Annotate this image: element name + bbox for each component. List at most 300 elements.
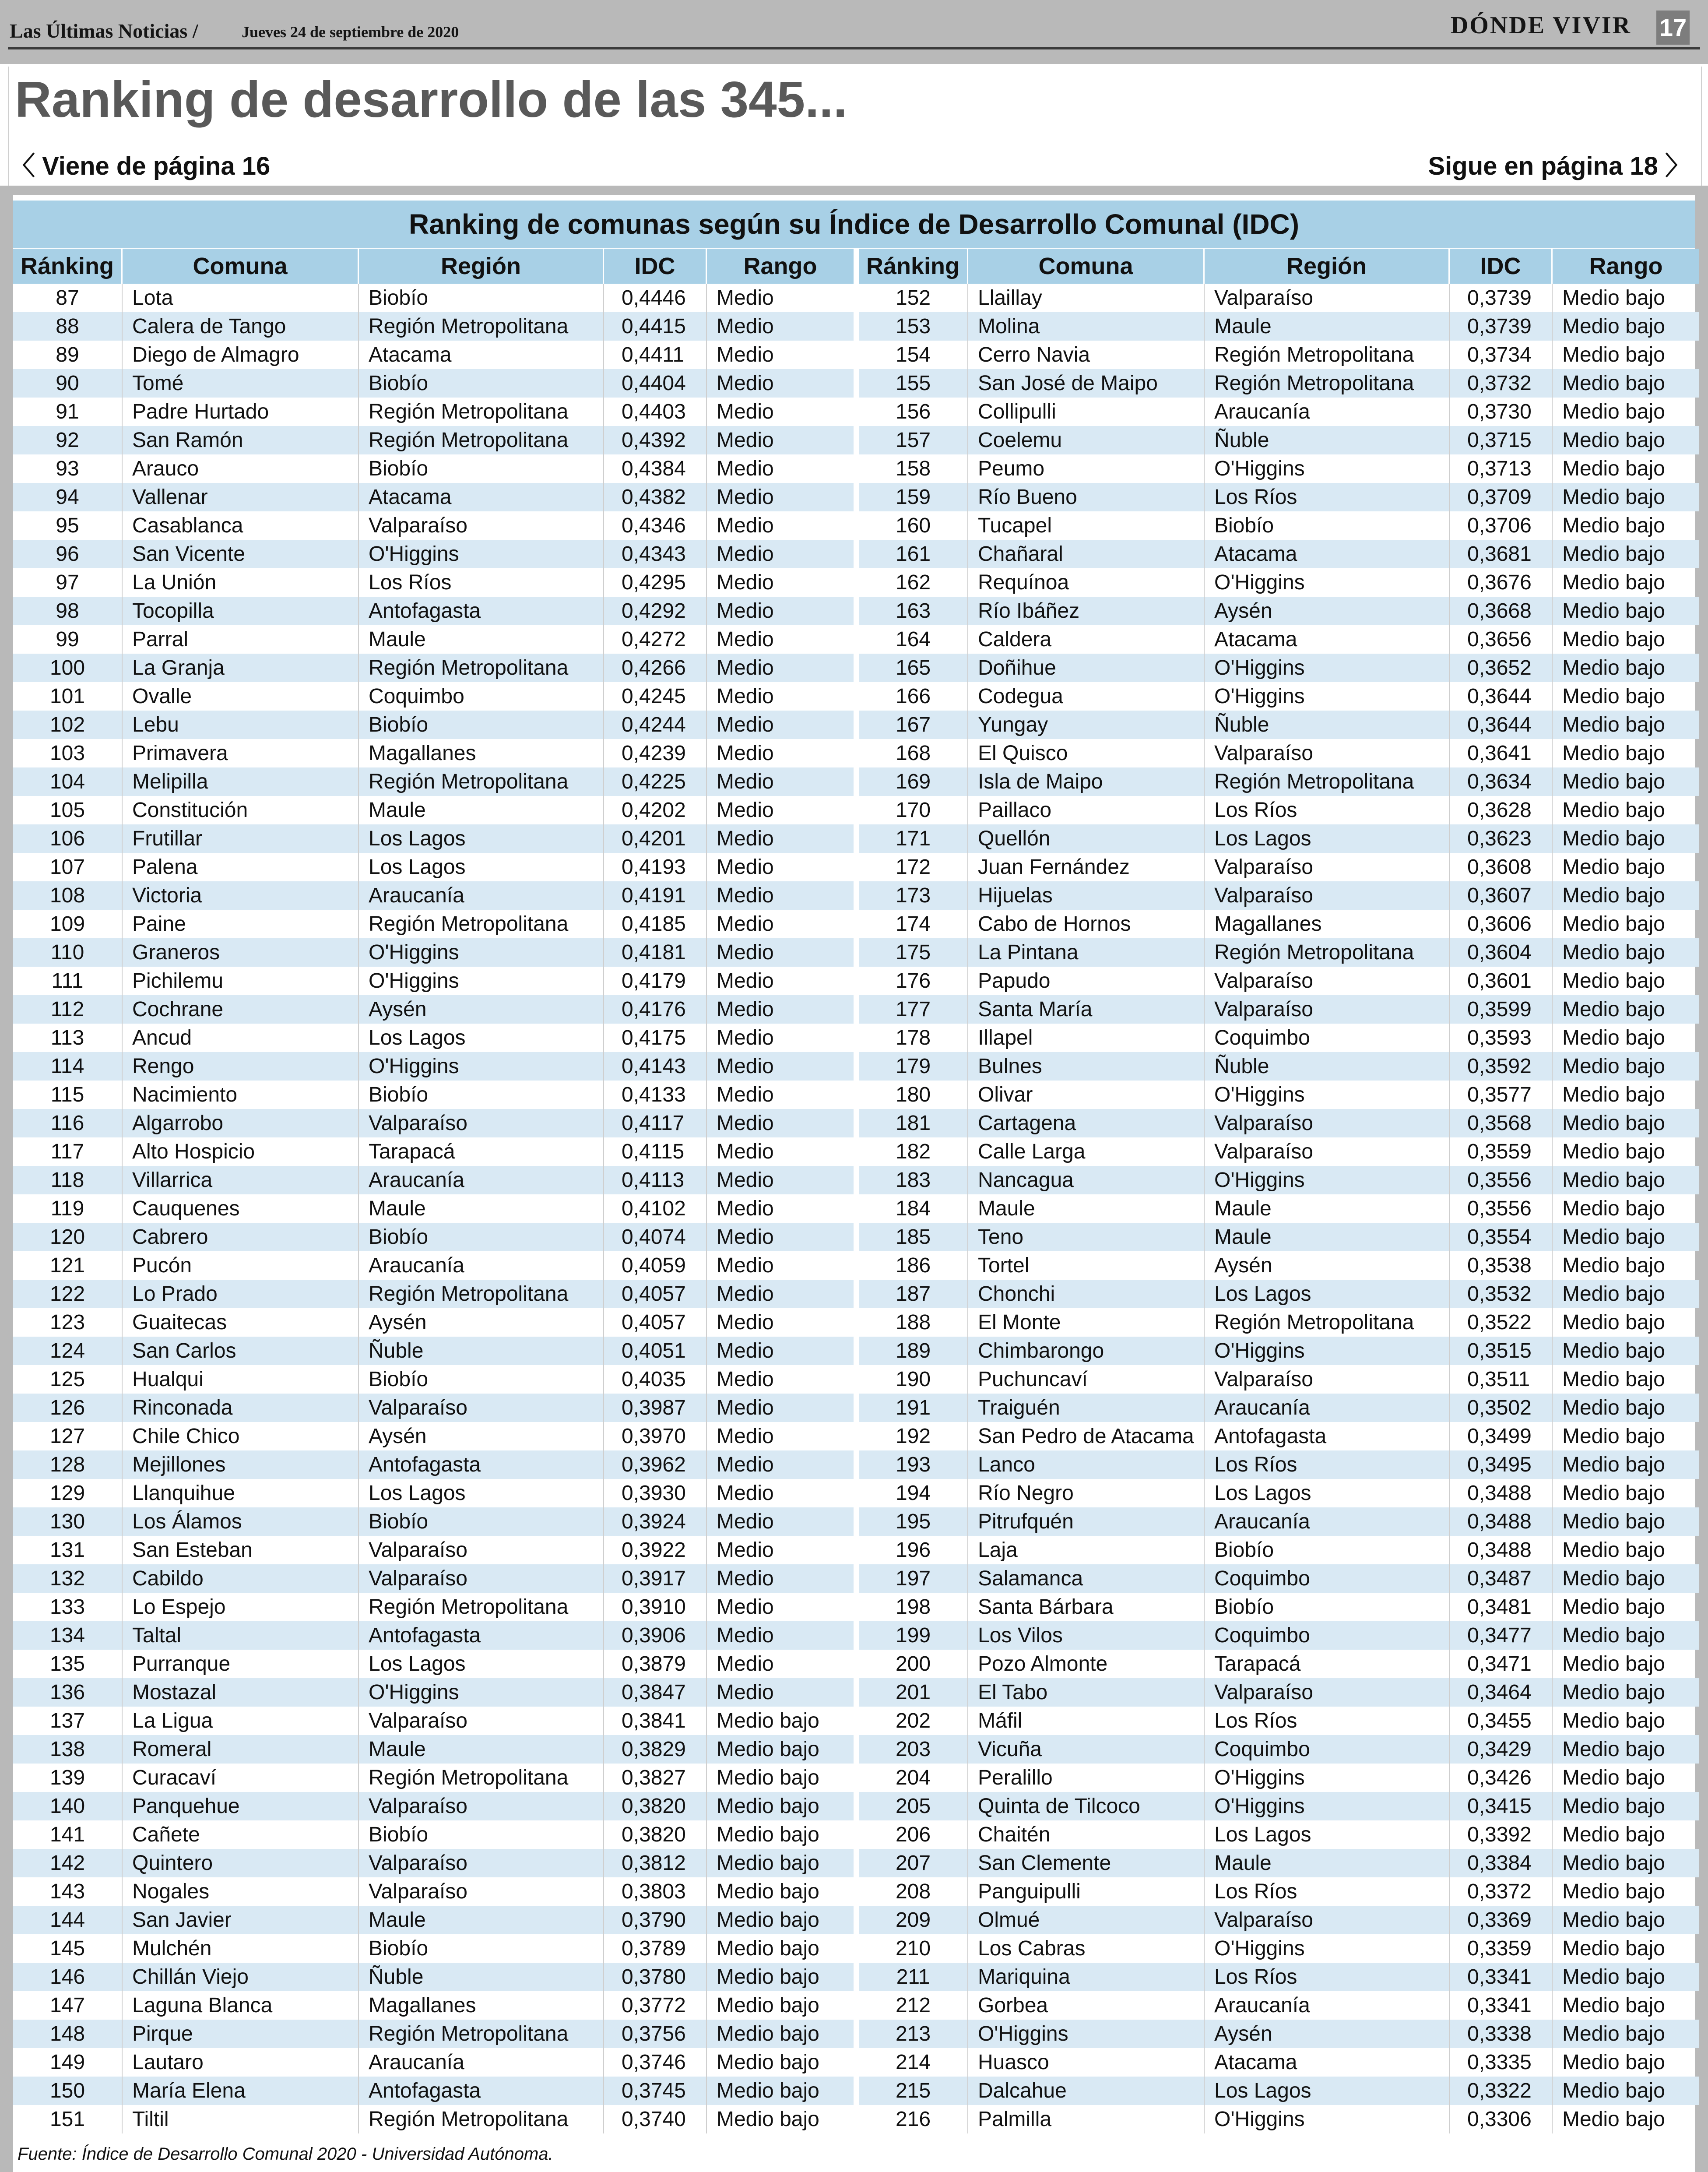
cell-region: Biobío xyxy=(359,1081,604,1109)
cell-region: Región Metropolitana xyxy=(359,2020,604,2048)
cell-ranking: 186 xyxy=(859,1251,968,1280)
cell-ranking: 199 xyxy=(859,1621,968,1650)
cell-ranking: 185 xyxy=(859,1223,968,1251)
cell-comuna: Pirque xyxy=(123,2020,359,2048)
cell-rango: Medio xyxy=(717,1624,774,1647)
cell-ranking: 111 xyxy=(13,967,123,995)
cell-idc: 0,4057 xyxy=(604,1280,707,1308)
cell-rango: Medio bajo xyxy=(1562,1026,1665,1049)
cell-idc: 0,4272 xyxy=(604,625,707,654)
cell-ranking: 182 xyxy=(859,1137,968,1166)
cell-ranking: 179 xyxy=(859,1052,968,1081)
cell-comuna: Yungay xyxy=(968,711,1205,739)
cell-region: Región Metropolitana xyxy=(1205,767,1450,796)
cell-region: Valparaíso xyxy=(359,1849,604,1877)
cell-rango: Medio bajo xyxy=(1562,400,1665,423)
cell-ranking: 173 xyxy=(859,881,968,910)
table-row xyxy=(859,1877,1699,1906)
cell-region: Valparaíso xyxy=(359,1394,604,1422)
cell-rango: Medio xyxy=(717,599,774,623)
cell-comuna: Coelemu xyxy=(968,426,1205,454)
table-row xyxy=(859,1536,1699,1564)
cell-rango: Medio bajo xyxy=(1562,1197,1665,1220)
cell-region: O'Higgins xyxy=(1205,654,1450,682)
cell-region: Ñuble xyxy=(1205,426,1450,454)
cell-rango: Medio bajo xyxy=(1562,1339,1665,1362)
cell-idc: 0,3306 xyxy=(1450,2105,1553,2133)
table-row xyxy=(13,2105,854,2133)
cell-idc: 0,3593 xyxy=(1450,1024,1553,1052)
cell-ranking: 165 xyxy=(859,654,968,682)
cell-rango: Medio bajo xyxy=(1562,628,1665,651)
cell-idc: 0,3556 xyxy=(1450,1166,1553,1194)
cell-comuna: Cabo de Hornos xyxy=(968,910,1205,938)
table-row xyxy=(13,967,854,995)
cell-comuna: Lautaro xyxy=(123,2048,359,2077)
cell-ranking: 181 xyxy=(859,1109,968,1137)
table-row xyxy=(13,1137,854,1166)
cell-ranking: 189 xyxy=(859,1337,968,1365)
cell-region: Maule xyxy=(359,1735,604,1764)
cell-idc: 0,4057 xyxy=(604,1308,707,1337)
cell-region: Valparaíso xyxy=(359,1707,604,1735)
cell-comuna: Nogales xyxy=(123,1877,359,1906)
cell-ranking: 202 xyxy=(859,1707,968,1735)
cell-rango: Medio bajo xyxy=(1562,514,1665,537)
cell-rango: Medio xyxy=(717,1026,774,1049)
cell-rango: Medio bajo xyxy=(1562,1225,1665,1249)
continued-from-link[interactable]: 〈 Viene de página 16 xyxy=(10,152,271,180)
cell-comuna: San Javier xyxy=(123,1906,359,1934)
cell-idc: 0,3829 xyxy=(604,1735,707,1764)
cell-rango: Medio xyxy=(717,400,774,423)
cell-idc: 0,4346 xyxy=(604,511,707,540)
cell-comuna: Tucapel xyxy=(968,511,1205,540)
table-row xyxy=(13,881,854,910)
cell-rango: Medio bajo xyxy=(1562,1169,1665,1192)
cell-comuna: Pozo Almonte xyxy=(968,1650,1205,1678)
cell-region: O'Higgins xyxy=(1205,1337,1450,1365)
cell-ranking: 122 xyxy=(13,1280,123,1308)
cell-region: Ñuble xyxy=(1205,1052,1450,1081)
cell-ranking: 204 xyxy=(859,1764,968,1792)
cell-region: Araucanía xyxy=(1205,1507,1450,1536)
cell-ranking: 187 xyxy=(859,1280,968,1308)
cell-idc: 0,3847 xyxy=(604,1678,707,1707)
cell-rango: Medio bajo xyxy=(1562,1510,1665,1533)
table-row xyxy=(13,1621,854,1650)
cell-comuna: Lo Espejo xyxy=(123,1593,359,1621)
cell-ranking: 138 xyxy=(13,1735,123,1764)
table-row xyxy=(13,654,854,682)
cell-region: Valparaíso xyxy=(359,511,604,540)
cell-ranking: 157 xyxy=(859,426,968,454)
table-row xyxy=(13,1394,854,1422)
cell-ranking: 129 xyxy=(13,1479,123,1507)
cell-rango: Medio xyxy=(717,1311,774,1334)
cell-region: Región Metropolitana xyxy=(359,1280,604,1308)
cell-comuna: Calera de Tango xyxy=(123,312,359,341)
newspaper-name: Las Últimas Noticias / xyxy=(10,20,198,42)
cell-rango: Medio bajo xyxy=(1562,912,1665,936)
cell-comuna: Constitución xyxy=(123,796,359,824)
cell-rango: Medio bajo xyxy=(717,2022,819,2045)
cell-rango: Medio xyxy=(717,941,774,964)
table-row xyxy=(13,341,854,369)
cell-region: Aysén xyxy=(359,995,604,1024)
cell-ranking: 212 xyxy=(859,1991,968,2020)
cell-ranking: 196 xyxy=(859,1536,968,1564)
cell-rango: Medio bajo xyxy=(1562,1624,1665,1647)
cell-region: Los Ríos xyxy=(1205,483,1450,511)
cell-ranking: 125 xyxy=(13,1365,123,1394)
cell-comuna: San José de Maipo xyxy=(968,369,1205,398)
cell-region: Región Metropolitana xyxy=(359,1764,604,1792)
cell-idc: 0,3455 xyxy=(1450,1707,1553,1735)
table-row xyxy=(859,1394,1699,1422)
cell-comuna: Cerro Navia xyxy=(968,341,1205,369)
cell-idc: 0,4202 xyxy=(604,796,707,824)
table-row xyxy=(859,369,1699,398)
table-row xyxy=(859,1906,1699,1934)
cell-comuna: Cabrero xyxy=(123,1223,359,1251)
cell-idc: 0,3522 xyxy=(1450,1308,1553,1337)
table-row xyxy=(859,341,1699,369)
table-header xyxy=(13,249,854,284)
cell-region: Valparaíso xyxy=(1205,739,1450,767)
cell-ranking: 121 xyxy=(13,1251,123,1280)
cell-idc: 0,3359 xyxy=(1450,1934,1553,1963)
cell-idc: 0,3746 xyxy=(604,2048,707,2077)
table-row xyxy=(859,1963,1699,1991)
cell-comuna: Curacaví xyxy=(123,1764,359,1792)
cell-comuna: Graneros xyxy=(123,938,359,967)
table-row xyxy=(859,454,1699,483)
cell-idc: 0,4266 xyxy=(604,654,707,682)
table-row xyxy=(13,2020,854,2048)
cell-idc: 0,3415 xyxy=(1450,1792,1553,1820)
cell-idc: 0,4295 xyxy=(604,568,707,597)
cell-comuna: Quintero xyxy=(123,1849,359,1877)
header-comuna: Comuna xyxy=(123,249,359,284)
cell-rango: Medio bajo xyxy=(717,2079,819,2102)
cell-idc: 0,3812 xyxy=(604,1849,707,1877)
cell-ranking: 197 xyxy=(859,1564,968,1593)
cell-idc: 0,3481 xyxy=(1450,1593,1553,1621)
table-row xyxy=(859,597,1699,625)
cell-comuna: Papudo xyxy=(968,967,1205,995)
cell-ranking: 158 xyxy=(859,454,968,483)
cell-ranking: 144 xyxy=(13,1906,123,1934)
cell-comuna: Romeral xyxy=(123,1735,359,1764)
cell-region: Los Ríos xyxy=(1205,796,1450,824)
cell-ranking: 133 xyxy=(13,1593,123,1621)
table-row xyxy=(13,711,854,739)
cell-region: Coquimbo xyxy=(359,682,604,711)
cell-idc: 0,3706 xyxy=(1450,511,1553,540)
cell-idc: 0,3803 xyxy=(604,1877,707,1906)
cell-comuna: Peralillo xyxy=(968,1764,1205,1792)
cell-idc: 0,4245 xyxy=(604,682,707,711)
cell-idc: 0,3756 xyxy=(604,2020,707,2048)
table-row xyxy=(13,1593,854,1621)
table-row xyxy=(859,938,1699,967)
cell-ranking: 154 xyxy=(859,341,968,369)
cell-rango: Medio bajo xyxy=(1562,1140,1665,1163)
table-row xyxy=(859,1137,1699,1166)
table-row xyxy=(13,1820,854,1849)
table-row xyxy=(859,796,1699,824)
cell-rango: Medio bajo xyxy=(1562,2022,1665,2045)
cell-comuna: Panquehue xyxy=(123,1792,359,1820)
table-row xyxy=(859,824,1699,853)
cell-comuna: Calle Larga xyxy=(968,1137,1205,1166)
cell-idc: 0,4193 xyxy=(604,853,707,881)
cell-ranking: 203 xyxy=(859,1735,968,1764)
table-row xyxy=(859,767,1699,796)
cell-idc: 0,4191 xyxy=(604,881,707,910)
cell-rango: Medio bajo xyxy=(717,1994,819,2017)
table-row xyxy=(13,1507,854,1536)
cell-ranking: 115 xyxy=(13,1081,123,1109)
cell-rango: Medio bajo xyxy=(1562,1994,1665,2017)
cell-comuna: Algarrobo xyxy=(123,1109,359,1137)
cell-comuna: Mostazal xyxy=(123,1678,359,1707)
cell-idc: 0,3924 xyxy=(604,1507,707,1536)
cell-comuna: San Pedro de Atacama xyxy=(968,1422,1205,1450)
cell-rango: Medio bajo xyxy=(1562,2108,1665,2131)
cell-idc: 0,4403 xyxy=(604,398,707,426)
cell-comuna: Chimbarongo xyxy=(968,1337,1205,1365)
cell-ranking: 119 xyxy=(13,1194,123,1223)
cell-comuna: Molina xyxy=(968,312,1205,341)
cell-comuna: Olivar xyxy=(968,1081,1205,1109)
table-row xyxy=(13,597,854,625)
cell-region: Tarapacá xyxy=(1205,1650,1450,1678)
cell-region: Los Ríos xyxy=(1205,1877,1450,1906)
table-row xyxy=(859,1052,1699,1081)
cell-rango: Medio xyxy=(717,685,774,708)
cell-comuna: Lota xyxy=(123,284,359,312)
cell-idc: 0,3780 xyxy=(604,1963,707,1991)
cell-rango: Medio bajo xyxy=(1562,742,1665,765)
cell-rango: Medio bajo xyxy=(1562,1908,1665,1932)
cell-idc: 0,3607 xyxy=(1450,881,1553,910)
cell-ranking: 201 xyxy=(859,1678,968,1707)
cell-rango: Medio xyxy=(717,884,774,907)
cell-comuna: La Granja xyxy=(123,654,359,682)
cell-region: Valparaíso xyxy=(1205,1906,1450,1934)
table-row xyxy=(859,568,1699,597)
cell-ranking: 93 xyxy=(13,454,123,483)
cell-ranking: 137 xyxy=(13,1707,123,1735)
cell-comuna: O'Higgins xyxy=(968,2020,1205,2048)
cell-comuna: Hualqui xyxy=(123,1365,359,1394)
cell-rango: Medio bajo xyxy=(1562,315,1665,338)
cell-region: Los Ríos xyxy=(1205,1963,1450,1991)
cell-rango: Medio bajo xyxy=(717,1795,819,1818)
table-row xyxy=(13,1194,854,1223)
cell-region: O'Higgins xyxy=(1205,682,1450,711)
cell-rango: Medio bajo xyxy=(1562,1709,1665,1732)
cell-comuna: Quellón xyxy=(968,824,1205,853)
cell-idc: 0,4239 xyxy=(604,739,707,767)
cell-region: Valparaíso xyxy=(1205,967,1450,995)
cell-rango: Medio bajo xyxy=(717,1880,819,1903)
cell-idc: 0,3335 xyxy=(1450,2048,1553,2077)
cell-idc: 0,4117 xyxy=(604,1109,707,1137)
cell-rango: Medio bajo xyxy=(1562,1965,1665,1989)
cell-rango: Medio xyxy=(717,912,774,936)
cell-rango: Medio bajo xyxy=(717,1709,819,1732)
cell-idc: 0,4411 xyxy=(604,341,707,369)
cell-comuna: Collipulli xyxy=(968,398,1205,426)
cell-comuna: Gorbea xyxy=(968,1991,1205,2020)
cell-rango: Medio xyxy=(717,343,774,366)
cell-rango: Medio xyxy=(717,969,774,993)
cell-rango: Medio xyxy=(717,1595,774,1619)
cell-region: Los Ríos xyxy=(1205,1707,1450,1735)
cell-comuna: Chillán Viejo xyxy=(123,1963,359,1991)
cell-comuna: Llanquihue xyxy=(123,1479,359,1507)
table-row xyxy=(13,1650,854,1678)
cell-rango: Medio bajo xyxy=(1562,1795,1665,1818)
cell-comuna: Bulnes xyxy=(968,1052,1205,1081)
cell-ranking: 206 xyxy=(859,1820,968,1849)
table-row xyxy=(13,796,854,824)
cell-idc: 0,3559 xyxy=(1450,1137,1553,1166)
cell-region: Valparaíso xyxy=(1205,881,1450,910)
table-row xyxy=(13,1251,854,1280)
cell-ranking: 103 xyxy=(13,739,123,767)
cell-region: O'Higgins xyxy=(1205,1764,1450,1792)
table-row xyxy=(13,1166,854,1194)
cell-idc: 0,3384 xyxy=(1450,1849,1553,1877)
table-row xyxy=(859,1593,1699,1621)
cell-idc: 0,3681 xyxy=(1450,540,1553,568)
table-row xyxy=(13,312,854,341)
cell-idc: 0,3827 xyxy=(604,1764,707,1792)
cell-region: Los Lagos xyxy=(359,824,604,853)
cell-region: Biobío xyxy=(359,1934,604,1963)
table-row xyxy=(13,1906,854,1934)
table-row xyxy=(13,1365,854,1394)
cell-rango: Medio bajo xyxy=(717,1823,819,1846)
cell-comuna: Melipilla xyxy=(123,767,359,796)
cell-idc: 0,3906 xyxy=(604,1621,707,1650)
table-row xyxy=(859,1849,1699,1877)
cell-region: Los Ríos xyxy=(359,568,604,597)
table-row xyxy=(13,824,854,853)
cell-ranking: 166 xyxy=(859,682,968,711)
table-row xyxy=(13,1764,854,1792)
cell-region: Maule xyxy=(359,625,604,654)
cell-comuna: Mulchén xyxy=(123,1934,359,1963)
cell-idc: 0,4175 xyxy=(604,1024,707,1052)
cell-ranking: 180 xyxy=(859,1081,968,1109)
cell-idc: 0,3426 xyxy=(1450,1764,1553,1792)
table-row xyxy=(13,1422,854,1450)
cell-ranking: 188 xyxy=(859,1308,968,1337)
cell-rango: Medio bajo xyxy=(1562,1880,1665,1903)
cell-rango: Medio bajo xyxy=(1562,1823,1665,1846)
cell-comuna: Rinconada xyxy=(123,1394,359,1422)
cell-comuna: Rengo xyxy=(123,1052,359,1081)
cell-idc: 0,4185 xyxy=(604,910,707,938)
cell-rango: Medio xyxy=(717,713,774,736)
cell-ranking: 136 xyxy=(13,1678,123,1707)
cell-region: O'Higgins xyxy=(1205,1792,1450,1820)
cell-region: Araucanía xyxy=(359,1166,604,1194)
cell-region: Antofagasta xyxy=(359,1450,604,1479)
cell-ranking: 105 xyxy=(13,796,123,824)
cell-idc: 0,3341 xyxy=(1450,1991,1553,2020)
table-row xyxy=(13,398,854,426)
table-row xyxy=(859,739,1699,767)
cell-ranking: 171 xyxy=(859,824,968,853)
table-row xyxy=(13,1991,854,2020)
cell-idc: 0,3488 xyxy=(1450,1507,1553,1536)
cell-rango: Medio bajo xyxy=(1562,656,1665,679)
cell-region: Valparaíso xyxy=(1205,1365,1450,1394)
cell-ranking: 106 xyxy=(13,824,123,853)
cell-idc: 0,3820 xyxy=(604,1820,707,1849)
cell-comuna: Chile Chico xyxy=(123,1422,359,1450)
cell-ranking: 192 xyxy=(859,1422,968,1450)
table-row xyxy=(859,426,1699,454)
cell-region: Magallanes xyxy=(1205,910,1450,938)
table-row xyxy=(859,1820,1699,1849)
cell-ranking: 195 xyxy=(859,1507,968,1536)
cell-ranking: 95 xyxy=(13,511,123,540)
table-row xyxy=(859,1166,1699,1194)
cell-ranking: 207 xyxy=(859,1849,968,1877)
cell-idc: 0,4133 xyxy=(604,1081,707,1109)
table-row xyxy=(859,483,1699,511)
cell-rango: Medio xyxy=(717,457,774,480)
cell-idc: 0,4179 xyxy=(604,967,707,995)
cell-idc: 0,3471 xyxy=(1450,1650,1553,1678)
table-row xyxy=(13,625,854,654)
cell-region: O'Higgins xyxy=(359,1678,604,1707)
cell-region: O'Higgins xyxy=(1205,1166,1450,1194)
cell-ranking: 169 xyxy=(859,767,968,796)
cell-ranking: 164 xyxy=(859,625,968,654)
cell-rango: Medio xyxy=(717,998,774,1021)
cell-ranking: 213 xyxy=(859,2020,968,2048)
continues-on-link[interactable]: Sigue en página 18 〉 xyxy=(1428,152,1690,180)
cell-comuna: San Vicente xyxy=(123,540,359,568)
cell-comuna: Pichilemu xyxy=(123,967,359,995)
cell-ranking: 88 xyxy=(13,312,123,341)
table-row xyxy=(859,284,1699,312)
cell-rango: Medio xyxy=(717,1567,774,1590)
cell-rango: Medio xyxy=(717,372,774,395)
cell-idc: 0,3820 xyxy=(604,1792,707,1820)
cell-idc: 0,3502 xyxy=(1450,1394,1553,1422)
table-row xyxy=(13,682,854,711)
cell-ranking: 160 xyxy=(859,511,968,540)
cell-ranking: 170 xyxy=(859,796,968,824)
cell-region: Región Metropolitana xyxy=(1205,1308,1450,1337)
cell-comuna: Parral xyxy=(123,625,359,654)
table-row xyxy=(13,853,854,881)
cell-rango: Medio xyxy=(717,855,774,879)
cell-idc: 0,3841 xyxy=(604,1707,707,1735)
cell-rango: Medio bajo xyxy=(1562,599,1665,623)
cell-ranking: 128 xyxy=(13,1450,123,1479)
cell-ranking: 94 xyxy=(13,483,123,511)
